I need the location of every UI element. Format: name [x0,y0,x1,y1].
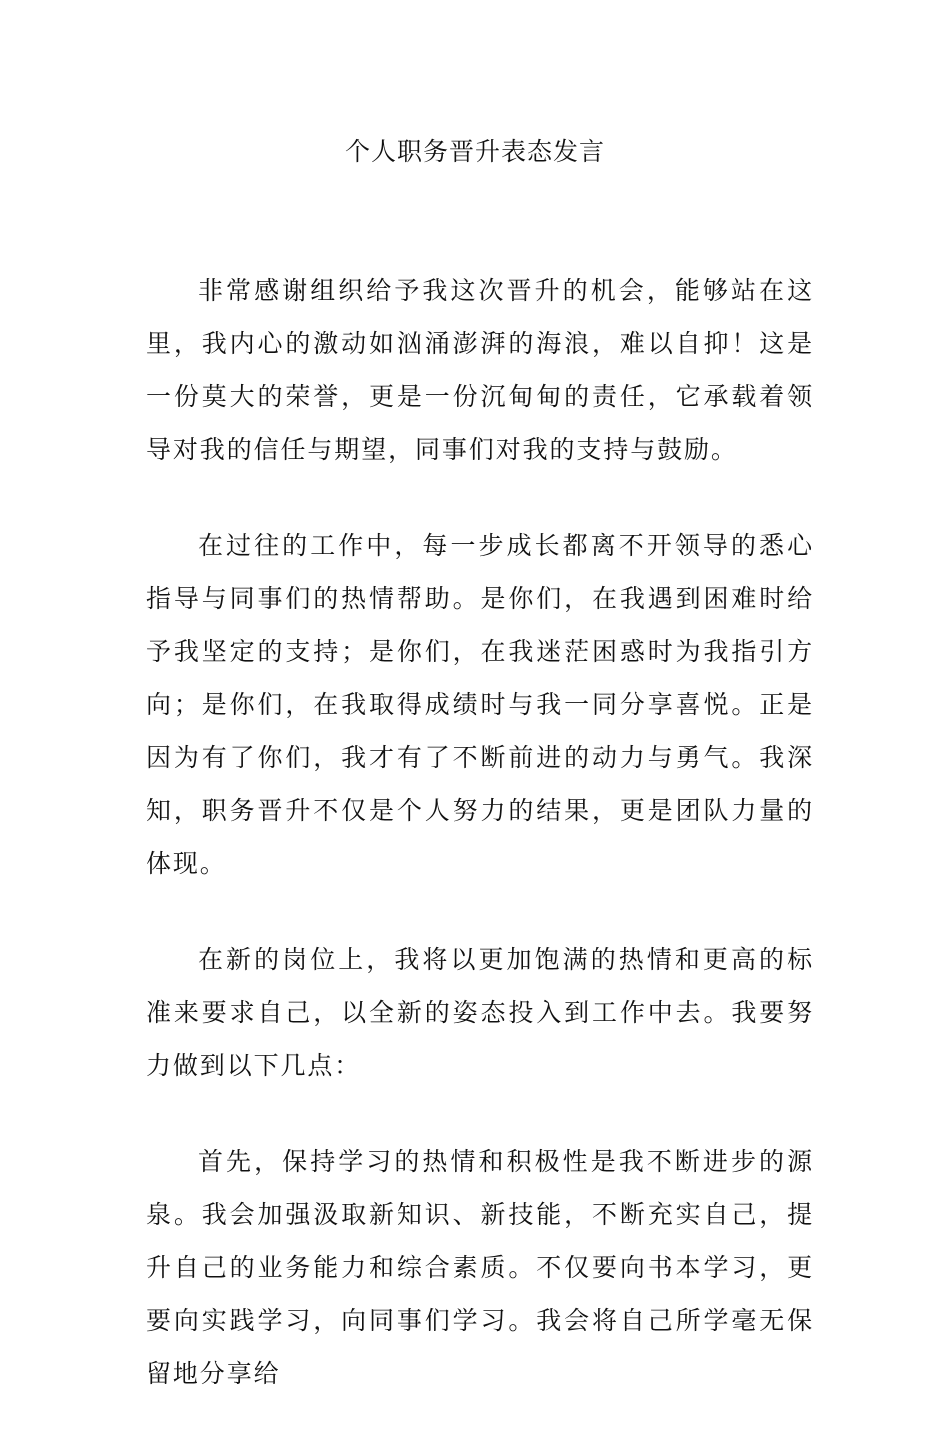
paragraph-past-work: 在过往的工作中，每一步成长都离不开领导的悉心指导与同事们的热情帮助。是你们，在我遇到困难时给予我坚定的支持；是你们，在我迷茫困惑时为我指引方向；是你们，在我取得成绩时与我一同分享喜悦。正是因为有了你们，我才有了不断前进的动力与勇气。我深知，职务晋升不仅是个人努力的结果，更是团队力量的体现。 [146,531,814,878]
paragraph-gratitude: 非常感谢组织给予我这次晋升的机会，能够站在这里，我内心的激动如汹涌澎湃的海浪，难以自抑！这是一份莫大的荣誉，更是一份沉甸甸的责任，它承载着领导对我的信任与期望，同事们对我的支持与鼓励。 [146,276,814,464]
paragraph-first-point: 首先，保持学习的热情和积极性是我不断进步的源泉。我会加强汲取新知识、新技能，不断充实自己，提升自己的业务能力和综合素质。不仅要向书本学习，更要向实践学习，向同事们学习。我会将自己所学毫无保留地分享给 [146,1147,814,1388]
document-body [146,264,814,1443]
paragraph-new-position: 在新的岗位上，我将以更加饱满的热情和更高的标准来要求自己，以全新的姿态投入到工作中去。我要努力做到以下几点： [146,945,814,1080]
document-title: 个人职务晋升表态发言 [344,137,605,166]
